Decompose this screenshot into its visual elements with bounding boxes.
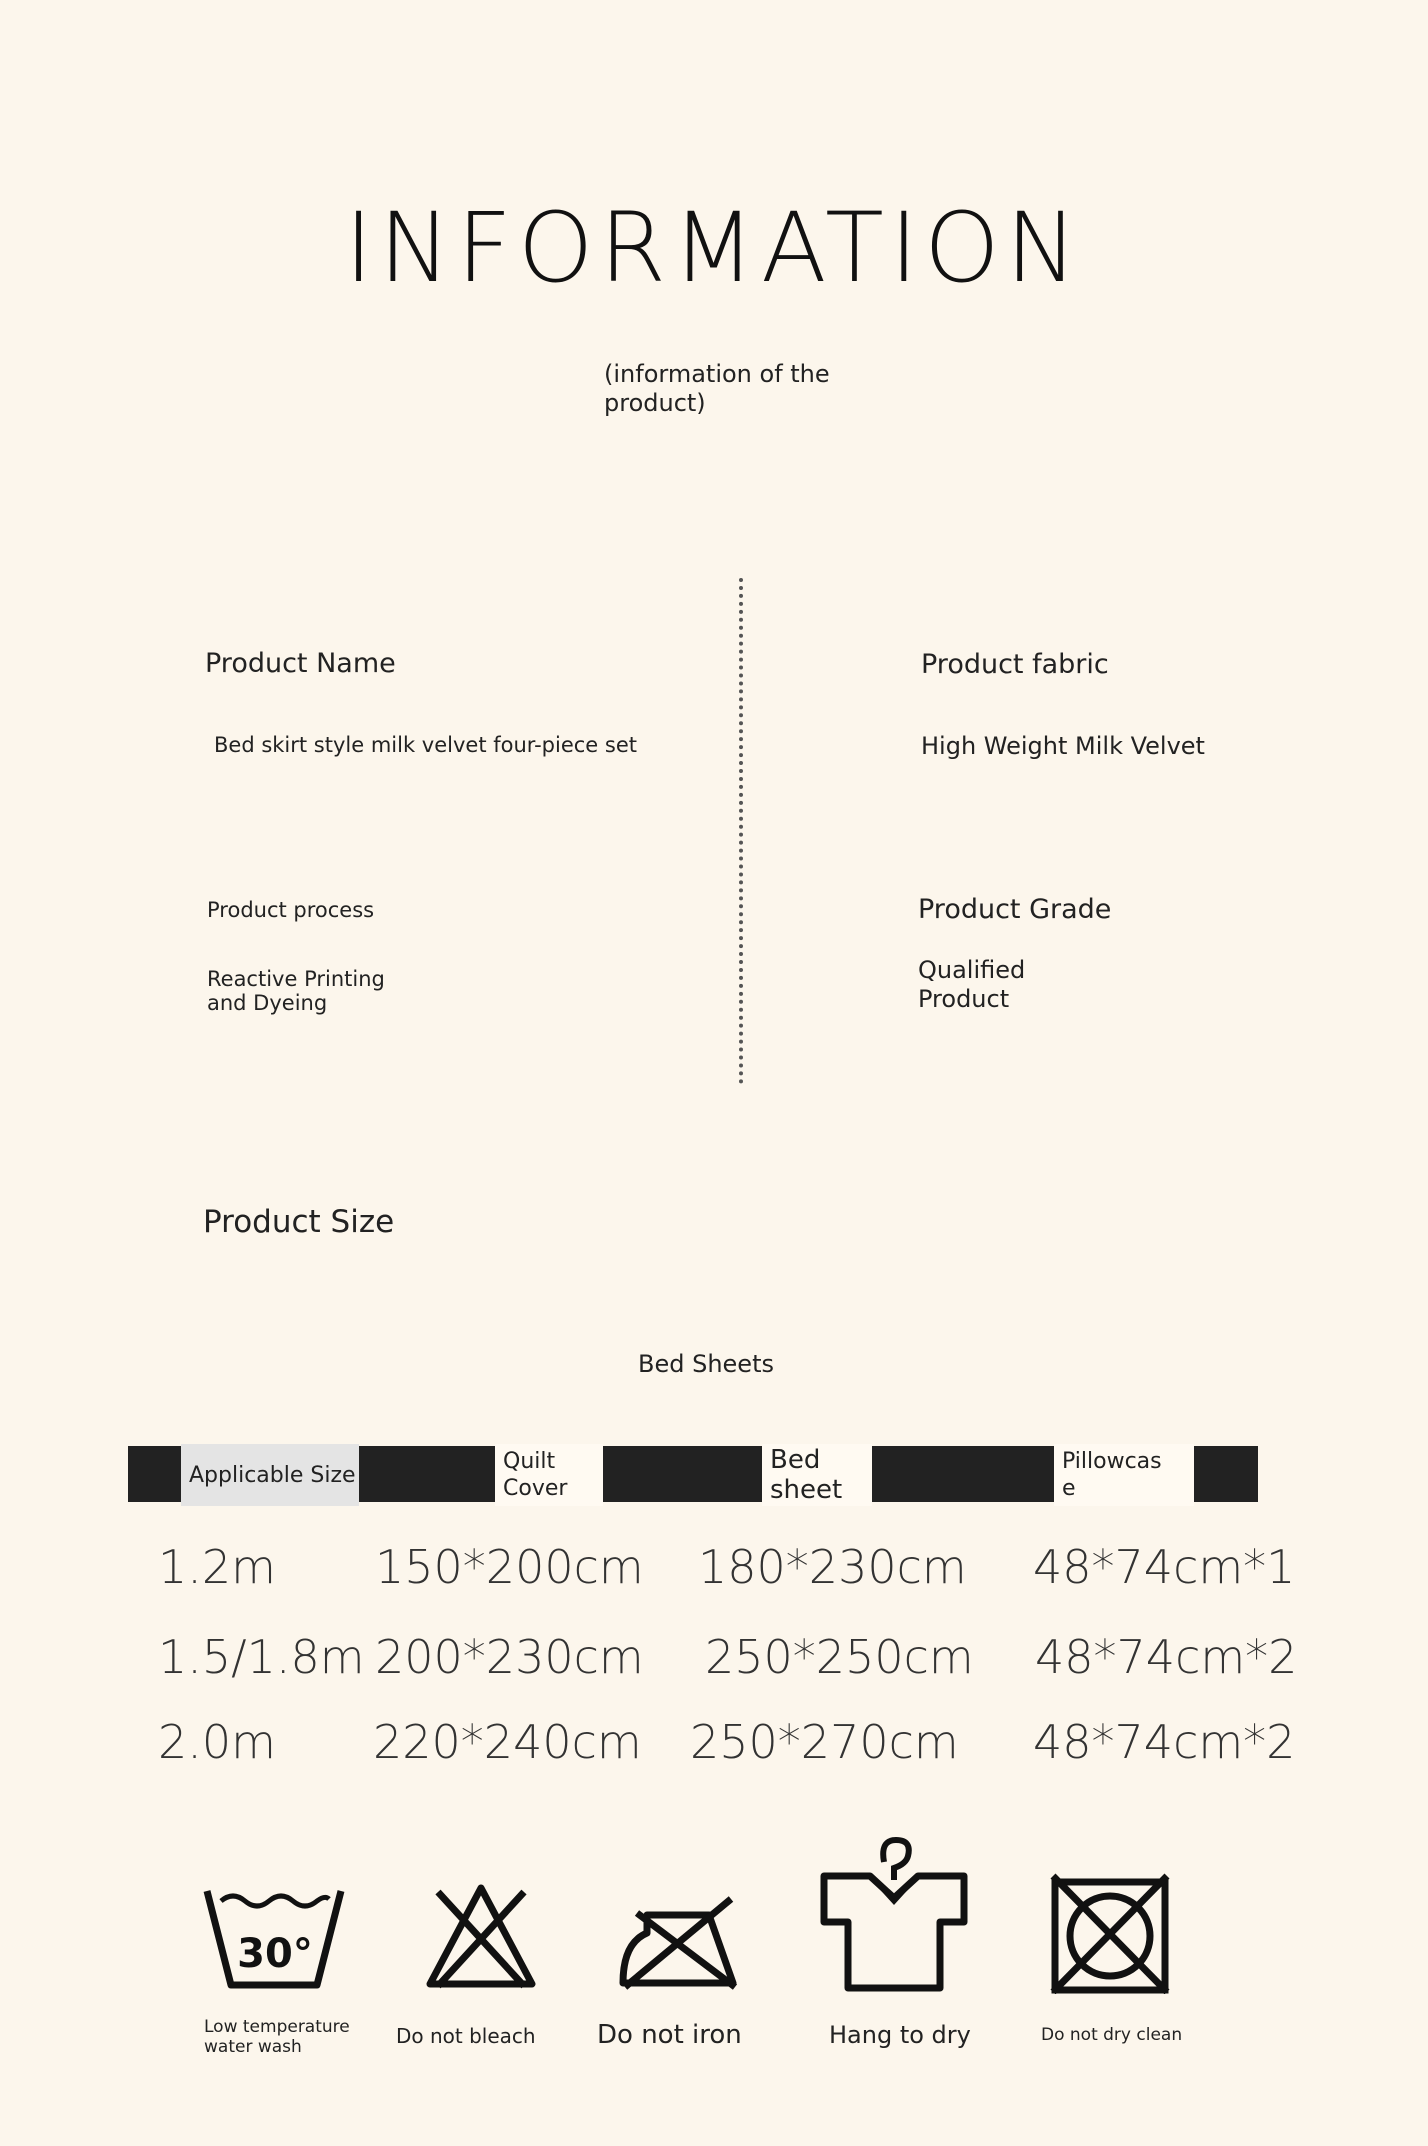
- row2-quilt: 200*230cm: [375, 1630, 644, 1684]
- row1-quilt: 150*200cm: [375, 1540, 644, 1594]
- row1-sheet: 180*230cm: [698, 1540, 967, 1594]
- care-label-wash: Low temperature water wash: [204, 2017, 350, 2057]
- row3-quilt: 220*240cm: [373, 1715, 642, 1769]
- svg-text:30°: 30°: [237, 1931, 313, 1977]
- product-size-label: Product Size: [203, 1204, 395, 1240]
- header-label: Bed sheet: [770, 1445, 843, 1505]
- bed-sheets-caption: Bed Sheets: [638, 1350, 774, 1378]
- product-fabric-label: Product fabric: [921, 649, 1109, 680]
- care-label-bleach: Do not bleach: [396, 2024, 536, 2048]
- row3-sheet: 250*270cm: [690, 1715, 959, 1769]
- row3-size: 2.0m: [158, 1715, 276, 1769]
- header-applicable-size: [181, 1444, 359, 1506]
- product-grade-label: Product Grade: [918, 894, 1112, 925]
- header-label: Applicable Size: [189, 1462, 356, 1488]
- care-label-dry-clean: Do not dry clean: [1041, 2025, 1183, 2045]
- header-label: Quilt Cover: [503, 1449, 568, 1501]
- row2-pillow: 48*74cm*2: [1035, 1630, 1298, 1684]
- product-grade-value: Qualified Product: [918, 956, 1026, 1013]
- no-dry-clean-icon: [1049, 1872, 1171, 1994]
- product-process-value: Reactive Printing and Dyeing: [207, 967, 385, 1015]
- row1-pillow: 48*74cm*1: [1033, 1540, 1296, 1594]
- product-name-value: Bed skirt style milk velvet four-piece set: [214, 733, 637, 757]
- care-label-iron: Do not iron: [597, 2020, 742, 2050]
- product-name-label: Product Name: [205, 648, 396, 679]
- page-title: INFORMATION: [344, 192, 1084, 304]
- row3-pillow: 48*74cm*2: [1033, 1715, 1296, 1769]
- product-fabric-value: High Weight Milk Velvet: [921, 732, 1205, 760]
- header-label: Pillowcase: [1062, 1449, 1162, 1501]
- care-label-hang: Hang to dry: [829, 2021, 971, 2049]
- header-quilt-cover: [495, 1444, 603, 1506]
- product-process-label: Product process: [207, 898, 375, 922]
- size-table-header: [128, 1444, 1258, 1506]
- no-bleach-icon: [424, 1880, 538, 1992]
- column-divider: [739, 578, 743, 1084]
- header-bed-sheet: [762, 1444, 872, 1506]
- row1-size: 1.2m: [158, 1540, 276, 1594]
- page-subtitle: (information of the product): [604, 360, 830, 417]
- hang-dry-icon: [820, 1832, 968, 1992]
- wash-30-icon: [203, 1885, 345, 1995]
- no-iron-icon: [617, 1893, 739, 1991]
- row2-size: 1.5/1.8m: [158, 1630, 365, 1684]
- header-pillowcase: [1054, 1444, 1194, 1506]
- row2-sheet: 250*250cm: [705, 1630, 974, 1684]
